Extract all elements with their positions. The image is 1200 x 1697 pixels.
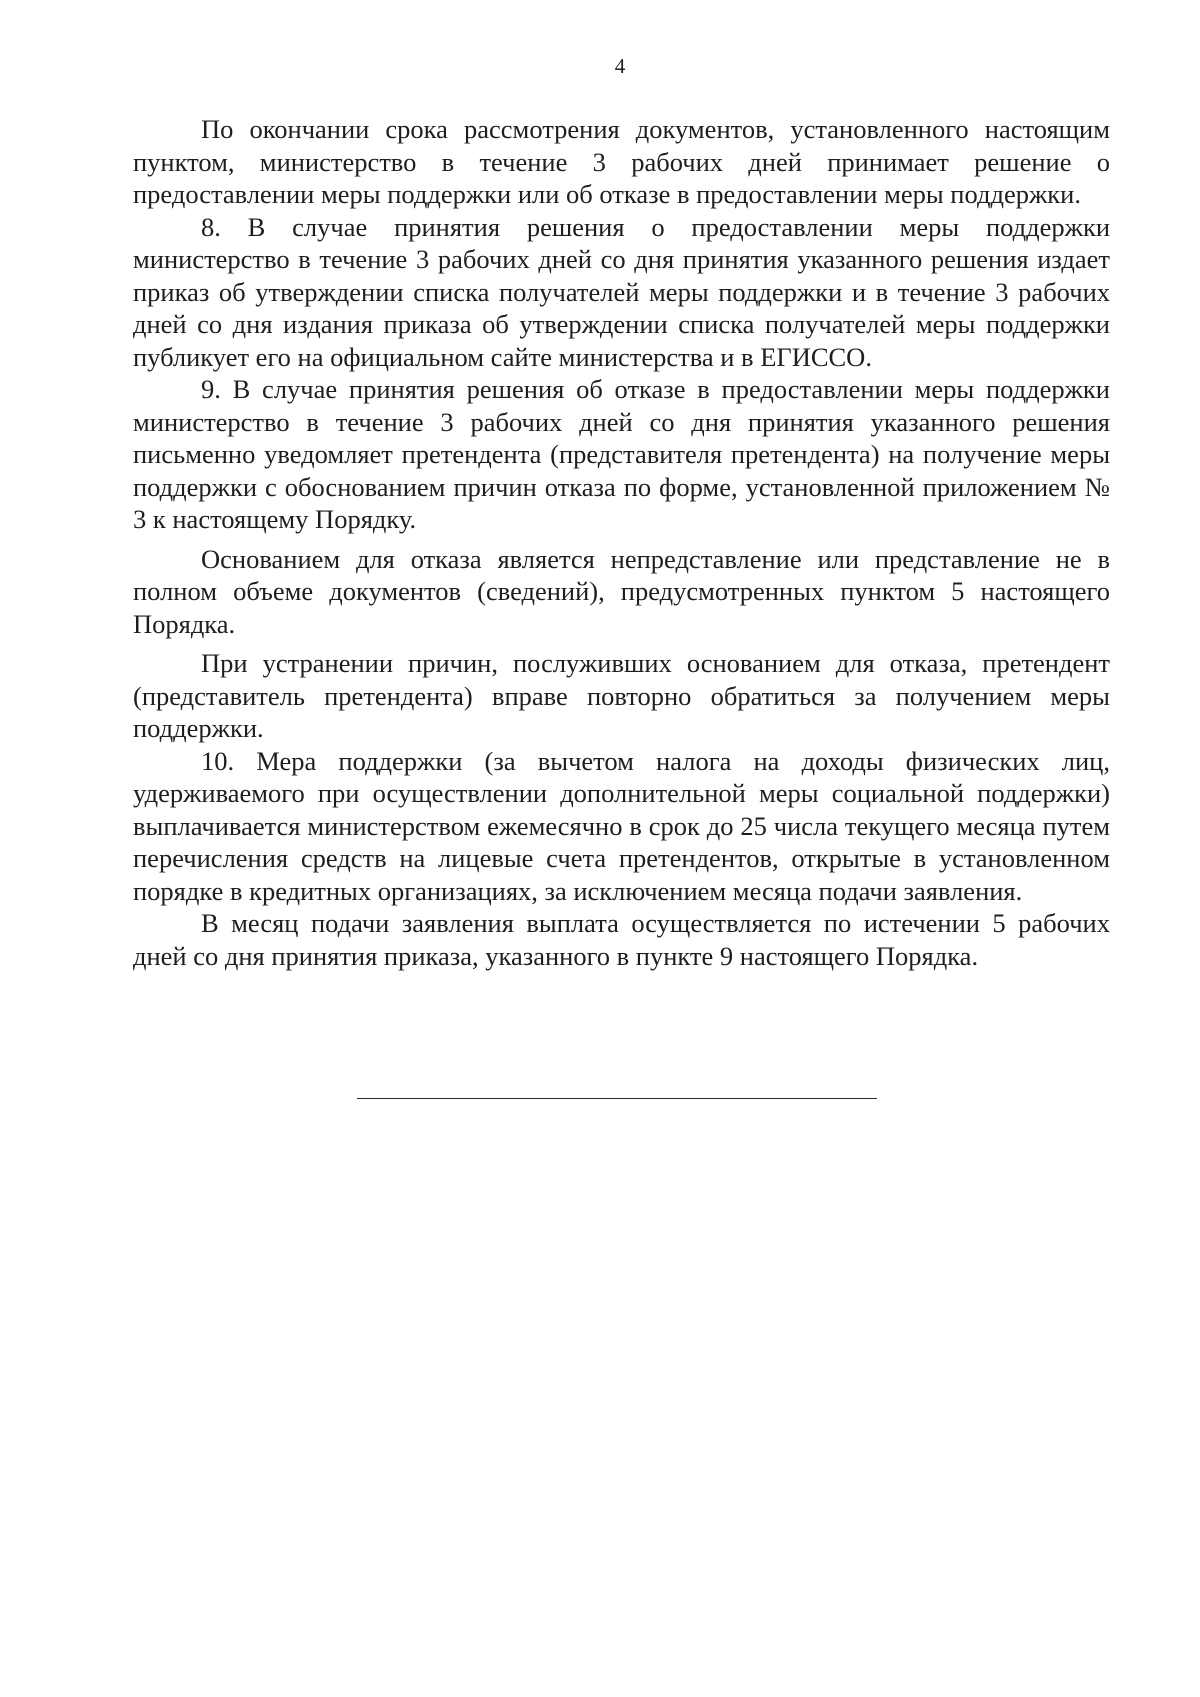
paragraph-item-9: 9. В случае принятия решения об отказе в предоставлении меры поддержки министерство в течение 3 рабочих дней со дня принятия указанного решения письменно уведомляет претендента (представителя претендента) на получение меры поддержки с обоснованием причин отказа по форме, установленной приложением № 3 к настоящему Порядку. <box>133 374 1110 534</box>
paragraph-item-8: 8. В случае принятия решения о предоставлении меры поддержки министерство в течение 3 рабочих дней со дня принятия указанного решения издает приказ об утверждении списка получателей меры поддержки и в течение 3 рабочих дней со дня издания приказа об утверждении списка получателей меры поддержки публикует его на официальном сайте министерства и в ЕГИССО. <box>133 211 1110 372</box>
paragraph-refusal-grounds: Основанием для отказа является непредставление или представление не в полном объеме документов (сведений), предусмотренных пунктом 5 настоящего Порядка. <box>133 543 1110 639</box>
paragraph-review-decision: По окончании срока рассмотрения документов, установленного настоящим пунктом, министерство в течение 3 рабочих дней принимает решение о предоставлении меры поддержки или об отказе в предоставлении меры поддержки. <box>133 114 1110 209</box>
paragraph-first-month-payment: В месяц подачи заявления выплата осуществляется по истечении 5 рабочих дней со дня принятия приказа, указанного в пункте 9 настоящего Порядка. <box>133 908 1110 971</box>
document-body <box>133 113 1110 972</box>
paragraph-reapply: При устранении причин, послуживших основанием для отказа, претендент (представитель претендента) вправе повторно обратиться за получением меры поддержки. <box>133 648 1110 743</box>
end-of-document-rule <box>357 1098 877 1099</box>
page-number: 4 <box>614 54 626 78</box>
paragraph-item-10: 10. Мера поддержки (за вычетом налога на доходы физических лиц, удерживаемого при осуществлении дополнительной меры социальной поддержки) выплачивается министерством ежемесячно в срок до 25 числа текущего месяца путем перечисления средств на лицевые счета претендентов, открытые в установленном порядке в кредитных организациях, за исключением месяца подачи заявления. <box>133 745 1110 906</box>
